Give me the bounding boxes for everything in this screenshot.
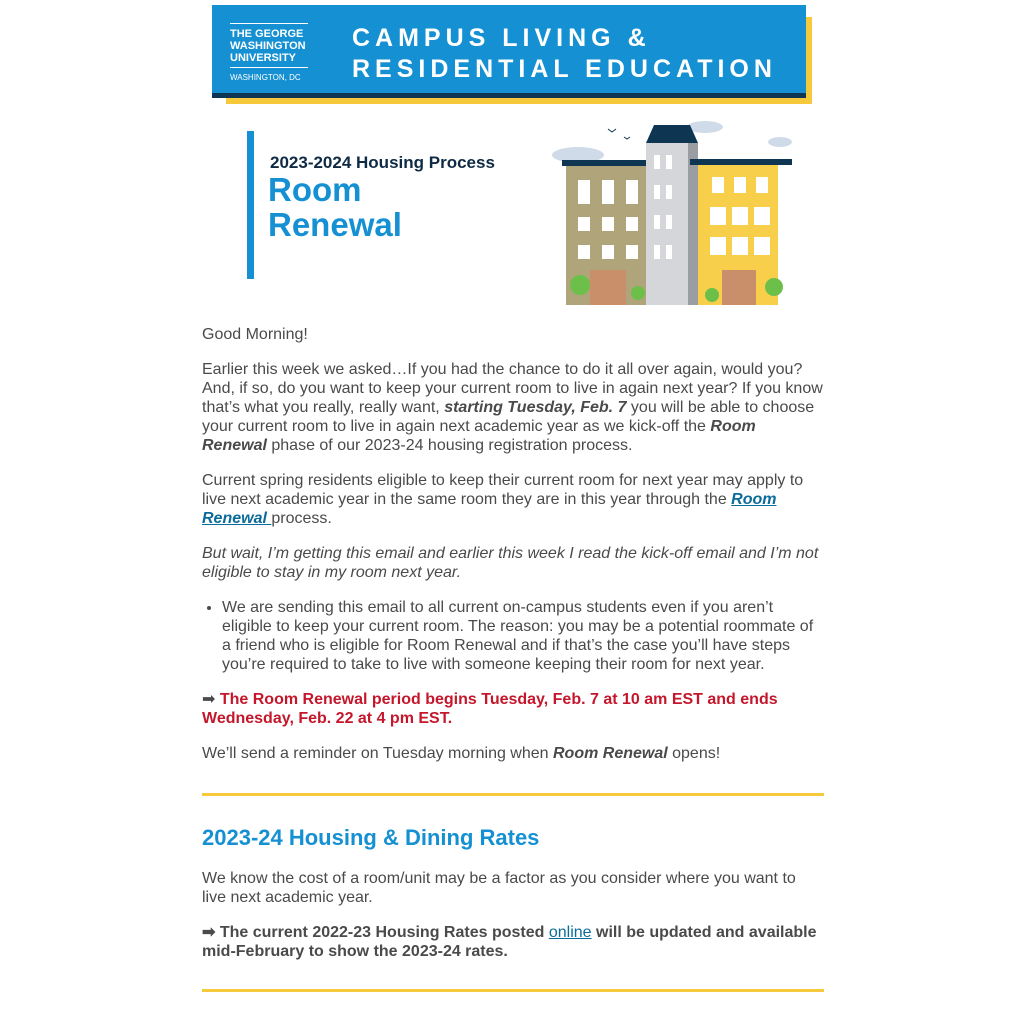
renewal-period-alert: ➡ The Room Renewal period begins Tuesday, Feb. 7 at 10 am EST and ends Wednesday, Feb. 22 at 4 pm EST. — [202, 691, 778, 727]
email-body — [202, 325, 824, 1024]
online-rates-link[interactable]: online — [548, 924, 592, 941]
divider — [202, 793, 824, 796]
greeting: Good Morning! — [202, 326, 308, 343]
divider — [202, 989, 824, 992]
reminder-paragraph: We’ll send a reminder on Tuesday morning when Room Renewal opens! — [202, 745, 721, 762]
question-paragraph: But wait, I’m getting this email and earlier this week I read the kick-off email and I’m not eligible to stay in my room next year. — [202, 545, 819, 581]
eligibility-paragraph: Current spring residents eligible to keep their current room for next year may apply to live next academic year in the same room they are in this year through the Room Renewal process. — [202, 472, 804, 527]
buildings-illustration — [540, 115, 800, 307]
intro-paragraph: Earlier this week we asked…If you had the chance to do it all over again, would you? And, if so, do you want to keep your current room to live in again next year? If you know that’s what you really, really want, starting Tuesday, Feb. 7 you will be able to choose your current room to live in again next academic year as we kick-off the Room Renewal phase of our 2023-24 housing registration process. — [202, 361, 823, 454]
header-banner — [212, 5, 806, 98]
room-renewal-link[interactable]: Room Renewal — [202, 491, 777, 527]
rates-paragraph: We know the cost of a room/unit may be a factor as you consider where you want to live next academic year. — [202, 870, 796, 906]
arrow-icon: ➡ — [202, 924, 216, 941]
list-item: • We are sending this email to all current on-campus students even if you aren’t eligible to keep your current room. The reason: you may be a potential roommate of a friend who is eligible for Room Renewal and if that’s the case you’ll have steps you’re required to take to live with someone keeping their room for next year. — [222, 598, 824, 674]
gwu-logo: THE GEORGE WASHINGTON UNIVERSITY WASHINGTON, DC — [230, 23, 308, 84]
banner-title: CAMPUS LIVING & RESIDENTIAL EDUCATION — [352, 24, 777, 83]
rates-heading: 2023-24 Housing & Dining Rates — [202, 825, 540, 850]
arrow-icon: ➡ — [202, 691, 216, 708]
hero-title: Room Renewal — [268, 171, 402, 243]
rates-update-paragraph: ➡ The current 2022-23 Housing Rates posted online will be updated and available mid-February to show the 2023-24 rates. — [202, 924, 817, 960]
hero-subtitle: 2023-2024 Housing Process — [270, 153, 495, 172]
bullet-list — [202, 598, 824, 674]
accent-bar — [247, 131, 254, 279]
